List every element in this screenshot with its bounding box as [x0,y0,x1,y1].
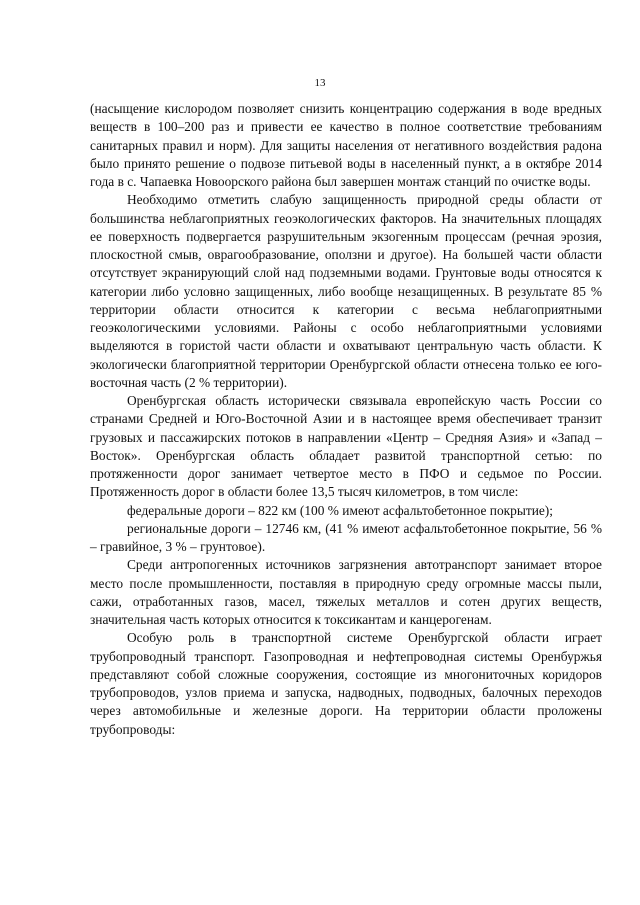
paragraph-water-treatment: (насыщение кислородом позволяет снизить концентрацию содержания в воде вредных веществ в 100–200 раз и привести ее качество в полное соответствие требованиям санитарных правил и норм). Для защиты населения от негативного воздействия радона было принято решение о подвозе питьевой воды в населенный пункт, а в октябре 2014 года в с. Чапаевка Новоорского района был завершен монтаж станций по очистке воды. [90,101,602,189]
list-item-federal-roads: федеральные дороги – 822 км (100 % имеют асфальтобетонное покрытие); [127,502,553,518]
paragraph-transport-network: Оренбургская область исторически связывала европейскую часть России со странами Средней и Юго-Восточной Азии и в настоящее время обеспечивает транзит грузовых и пассажирских потоков в направлении «Центр – Средняя Азия» и «Запад – Восток». Оренбургская область обладает развитой транспортной сетью: по протяженности дорог занимает четвертое место в ПФО и седьмое по России. Протяженность дорог в области более 13,5 тысяч километров, в том числе: [90,393,602,500]
paragraph-pipelines: Особую роль в транспортной системе Оренбургской области играет трубопроводный транспорт. Газопроводная и нефтепроводная системы Оренбуржья представляют собой сложные сооружения, состоящие из многониточных коридоров трубопроводов, узлов приема и запуска, надводных, подводных, балочных переходов через автомобильные и железные дороги. На территории области проложены трубопроводы: [90,630,602,737]
document-body [90,100,602,739]
paragraph-pollution-sources: Среди антропогенных источников загрязнения автотранспорт занимает второе место после промышленности, поставляя в природную среду огромные массы пыли, сажи, отработанных газов, масел, тяжелых металлов и сотен других веществ, значительная часть которых относится к токсикантам и канцерогенам. [90,557,602,627]
page-number: 13 [314,77,326,89]
paragraph-geoecology: Необходимо отметить слабую защищенность природной среды области от большинства неблагоприятных геоэкологических факторов. На значительных площадях ее поверхность подвергается разрушительным экзогенным процессам (речная эрозия, плоскостной смыв, оврагообразование, оползни и другое). На большей части области отсутствует экранирующий слой над подземными водами. Грунтовые воды относятся к категории либо условно защищенных, либо вообще незащищенных. В результате 85 % территории области относится к категории с весьма неблагоприятными геоэкологическими условиями. Районы с особо неблагоприятными условиями выделяются в гористой части области и охватывают центральную часть области. К экологически благоприятной территории Оренбургской области отнесена только ее юго-восточная часть (2 % территории). [90,192,602,390]
list-item-regional-roads: региональные дороги – 12746 км, (41 % имеют асфальтобетонное покрытие, 56 % – гравийное, 3 % – грунтовое). [90,520,602,554]
